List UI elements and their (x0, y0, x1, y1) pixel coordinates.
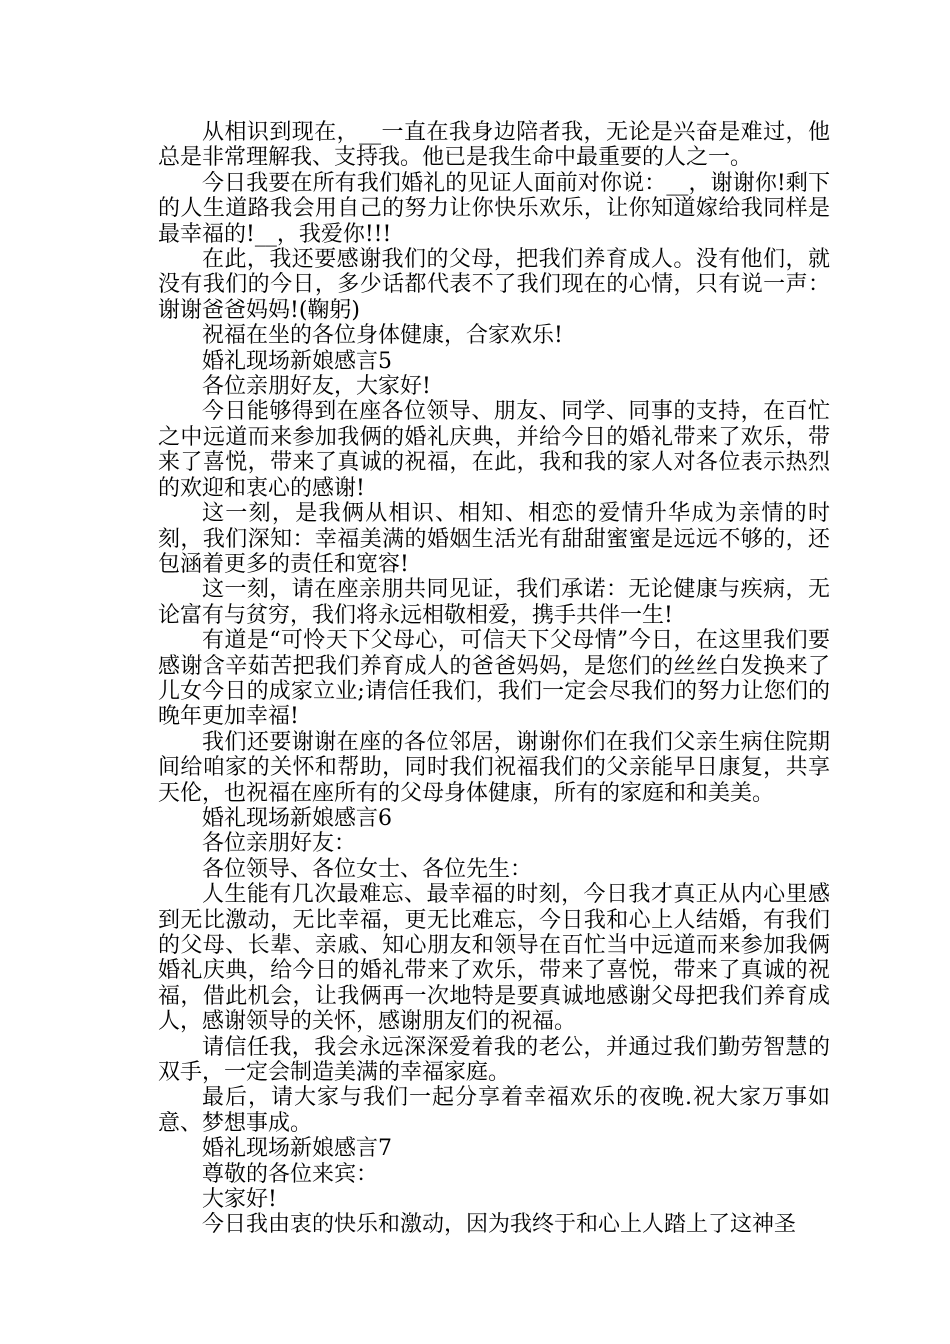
salutation: 各位领导、各位女士、各位先生： (202, 856, 533, 882)
paragraph: 请信任我，我会永远深深爱着我的老公，并通过我们勤劳智慧的双手，一定会制造美满的幸福家庭。 (158, 1034, 830, 1086)
paragraph: 祝福在坐的各位身体健康，合家欢乐! (202, 323, 563, 349)
paragraph: 这一刻，是我俩从相识、相知、相恋的爱情升华成为亲情的时刻，我们深知：幸福美满的婚姻生活光有甜甜蜜蜜是远远不够的，还包涵着更多的责任和宽容! (158, 501, 830, 577)
salutation: 大家好! (202, 1187, 277, 1213)
section-heading: 婚礼现场新娘感言5 (202, 348, 392, 374)
salutation: 尊敬的各位来宾： (202, 1161, 379, 1187)
paragraph: 今日我要在所有我们婚礼的见证人面前对你说：__，谢谢你!剩下的人生道路我会用自己的努力让你快乐欢乐，让你知道嫁给我同样是最幸福的!__，我爱你!!! (158, 170, 830, 247)
paragraph: 人生能有几次最难忘、最幸福的时刻，今日我才真正从内心里感到无比激动，无比幸福，更无比难忘，今日我和心上人结婚，有我们的父母、长辈、亲戚、知心朋友和领导在百忙当中远道而来参加我俩婚礼庆典，给今日的婚礼带来了欢乐，带来了喜悦，带来了真诚的祝福，借此机会，让我俩再一次地特是要真诚地感谢父母把我们养育成人，感谢领导的关怀，感谢朋友们的祝福。 (158, 882, 830, 1035)
section-heading: 婚礼现场新娘感言6 (202, 805, 392, 831)
document-body (158, 120, 830, 1238)
salutation: 各位亲朋好友，大家好! (202, 374, 431, 400)
salutation: 各位亲朋好友： (202, 831, 357, 857)
paragraph: 最后，请大家与我们一起分享着幸福欢乐的夜晚.祝大家万事如意、梦想事成。 (158, 1085, 830, 1136)
paragraph: 有道是“可怜天下父母心，可信天下父母情”今日，在这里我们要感谢含辛茹苦把我们养育成人的爸爸妈妈，是您们的丝丝白发换来了儿女今日的成家立业;请信任我们，我们一定会尽我们的努力让您们的晚年更加幸福! (158, 628, 830, 730)
paragraph: 今日能够得到在座各位领导、朋友、同学、同事的支持，在百忙之中远道而来参加我俩的婚礼庆典，并给今日的婚礼带来了欢乐，带来了喜悦，带来了真诚的祝福，在此，我和我的家人对各位表示热烈的欢迎和衷心的感谢! (158, 399, 830, 501)
paragraph: 今日我由衷的快乐和激动，因为我终于和心上人踏上了这神圣 (202, 1212, 797, 1238)
paragraph: 这一刻，请在座亲朋共同见证，我们承诺：无论健康与疾病，无论富有与贫穷，我们将永远相敬相爱，携手共伴一生! (158, 577, 830, 628)
section-heading: 婚礼现场新娘感言7 (202, 1136, 392, 1162)
paragraph: 我们还要谢谢在座的各位邻居，谢谢你们在我们父亲生病住院期间给咱家的关怀和帮助，同时我们祝福我们的父亲能早日康复，共享天伦，也祝福在座所有的父母身体健康，所有的家庭和和美美。 (158, 729, 830, 806)
paragraph: 从相识到现在，__一直在我身边陪者我，无论是兴奋是难过，他总是非常理解我、支持我。他已是我生命中最重要的人之一。 (158, 120, 830, 171)
paragraph: 在此，我还要感谢我们的父母，把我们养育成人。没有他们，就没有我们的今日，多少话都代表不了我们现在的心情，只有说一声：谢谢爸爸妈妈!(鞠躬) (158, 247, 830, 323)
